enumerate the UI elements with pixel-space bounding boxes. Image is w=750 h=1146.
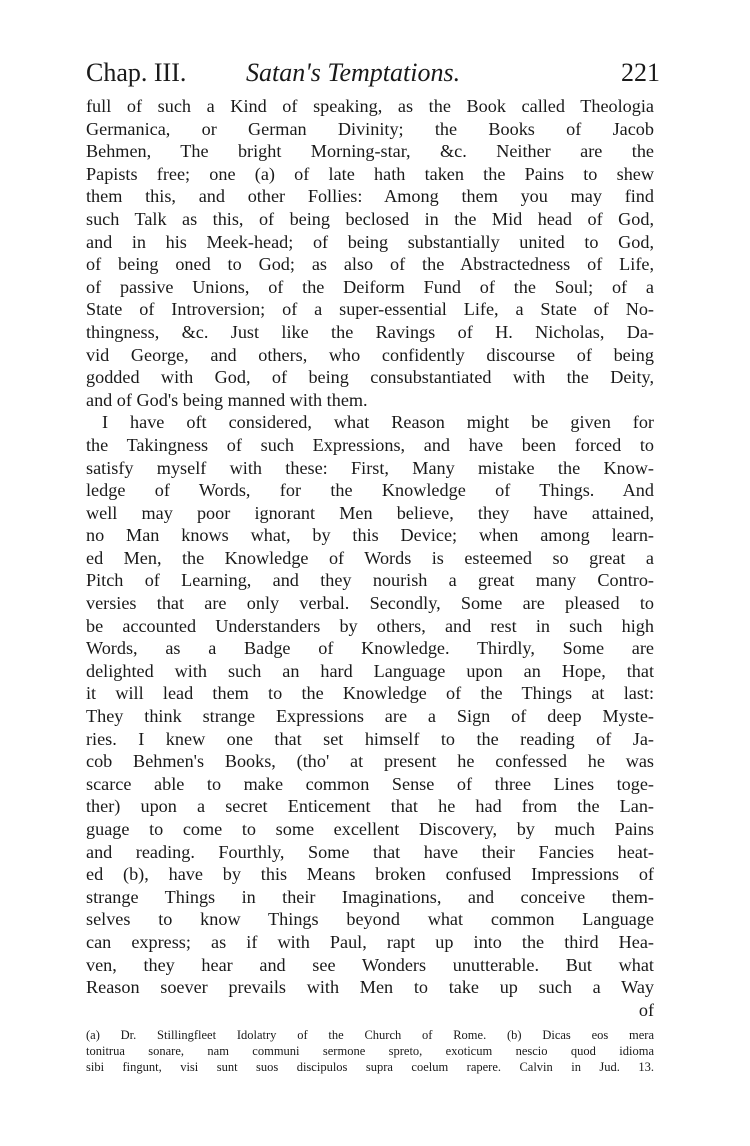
text-line: ed Men, the Knowledge of Words is esteemed so great a	[86, 547, 654, 568]
text-line: Words, as a Badge of Knowledge. Thirdly, Some are	[86, 638, 654, 659]
text-line: it will lead them to the Knowledge of the Things at last:	[86, 683, 654, 704]
text-line: of being oned to God; as also of the Abstractedness of Life,	[86, 254, 654, 275]
text-line: can express; as if with Paul, rapt up into the third Hea-	[86, 931, 654, 952]
text-line: ed (b), have by this Means broken confused Impressions of	[86, 864, 654, 885]
text-line: no Man knows what, by this Device; when among learn-	[86, 525, 654, 546]
text-line: Papists free; one (a) of late hath taken the Pains to shew	[86, 163, 654, 184]
text-line: well may poor ignorant Men believe, they have attained,	[86, 502, 654, 523]
text-line: Reason soever prevails with Men to take up such a Way	[86, 977, 654, 998]
footnote-line: (a) Dr. Stillingfleet Idolatry of the Church of Rome. (b) Dicas eos mera	[86, 1028, 654, 1042]
text-line: such Talk as this, of being beclosed in the Mid head of God,	[86, 208, 654, 229]
text-line: ven, they hear and see Wonders unutterable. But what	[86, 954, 654, 975]
text-line: State of Introversion; of a super-essential Life, a State of No-	[86, 299, 654, 320]
text-line: They think strange Expressions are a Sign of deep Myste-	[86, 706, 654, 727]
page-number: 221	[621, 58, 660, 87]
text-line: cob Behmen's Books, (tho' at present he confessed he was	[86, 751, 654, 772]
text-line: versies that are only verbal. Secondly, Some are pleased to	[86, 593, 654, 614]
text-line: be accounted Understanders by others, and rest in such high	[86, 615, 654, 636]
text-line: scarce able to make common Sense of three Lines toge-	[86, 773, 654, 794]
text-line: selves to know Things beyond what common Language	[86, 909, 654, 930]
text-line: and of God's being manned with them.	[86, 389, 368, 410]
footnotes	[86, 1027, 654, 1075]
text-line: Behmen, The bright Morning-star, &c. Neither are the	[86, 141, 654, 162]
text-line: guage to come to some excellent Discovery, by much Pains	[86, 819, 654, 839]
footnote-line: sibi fingunt, visi sunt suos discipulos supra coelum rapere. Calvin in Jud. 13.	[86, 1060, 654, 1074]
text-line: strange Things in their Imaginations, and conceive them-	[86, 886, 654, 907]
text-line: Germanica, or German Divinity; the Books of Jacob	[86, 118, 654, 139]
text-line: ries. I knew one that set himself to the reading of Ja-	[86, 728, 654, 749]
text-line: them this, and other Follies: Among them you may find	[86, 186, 654, 207]
text-line: delighted with such an hard Language upon an Hope, that	[86, 660, 654, 681]
catchword: of	[638, 999, 654, 1020]
text-line: and reading. Fourthly, Some that have their Fancies heat-	[86, 841, 654, 862]
text-line: Pitch of Learning, and they nourish a great many Contro-	[86, 570, 654, 591]
text-line: ther) upon a secret Enticement that he had from the Lan-	[86, 796, 654, 817]
footnote-line: tonitrua sonare, nam communi sermone spreto, exoticum nescio quod idioma	[86, 1044, 654, 1058]
text-line: vid George, and others, who confidently discourse of being	[86, 344, 654, 365]
text-line: thingness, &c. Just like the Ravings of H. Nicholas, Da-	[86, 321, 654, 342]
chapter-label: Chap. III.	[86, 58, 187, 87]
text-line: full of such a Kind of speaking, as the Book called Theologia	[86, 96, 654, 116]
running-title: Satan's Temptations.	[246, 58, 461, 87]
text-line: ledge of Words, for the Knowledge of Things. And	[86, 480, 654, 501]
paragraph-start-line: I have oft considered, what Reason might be given for	[102, 412, 654, 433]
running-header	[86, 58, 660, 98]
body-text	[86, 95, 654, 1021]
text-line: satisfy myself with these: First, Many mistake the Know-	[86, 457, 654, 478]
text-line: of passive Unions, of the Deiform Fund of the Soul; of a	[86, 276, 654, 297]
text-line: and in his Meek-head; of being substantially united to God,	[86, 231, 654, 252]
text-line: the Takingness of such Expressions, and have been forced to	[86, 434, 654, 455]
text-line: godded with God, of being consubstantiated with the Deity,	[86, 367, 654, 388]
